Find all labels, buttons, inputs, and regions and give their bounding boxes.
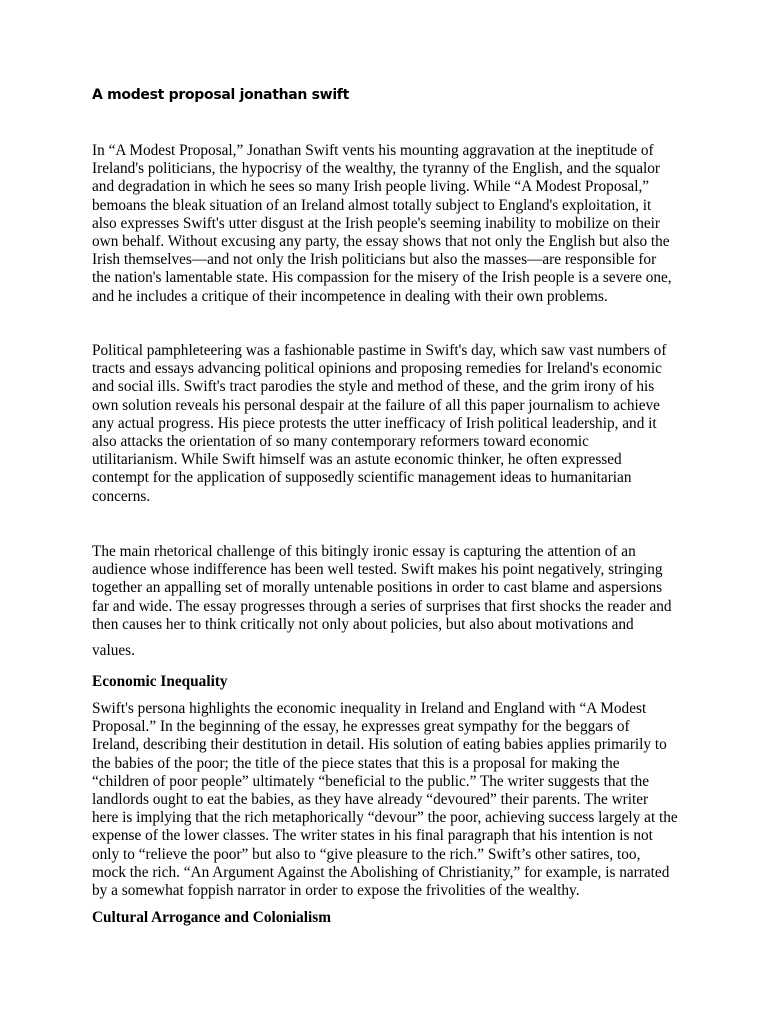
paragraph-intro: In “A Modest Proposal,” Jonathan Swift vents his mounting aggravation at the ineptitude of Ireland's politicians, the hypocrisy of the wealthy, the tyranny of the English, and the squalor and degradation in which he sees so many Irish people living. While “A Modest Proposal,” bemoans the bleak situation of an Ireland almost totally subject to England's exploitation, it also expresses Swift's utter disgust at the Irish people's seeming inability to mobilize on their own behalf. Without excusing any party, the essay shows that not only the English but also the Irish themselves—and not only the Irish politicians but also the masses—are responsible for the nation's lamentable state. His compassion for the misery of the Irish people is a severe one, and he includes a critique of their incompetence in dealing with their own problems.	[92, 142, 672, 305]
paragraph-pamphleteering: Political pamphleteering was a fashionable pastime in Swift's day, which saw vast numbers of tracts and essays advancing political opinions and proposing remedies for Ireland's economic and social ills. Swift's tract parodies the style and method of these, and the grim irony of his own solution reveals his personal despair at the failure of all this paper journalism to achieve any actual progress. His piece protests the utter inefficacy of Irish political leadership, and it also attacks the orientation of so many contemporary reformers toward economic utilitarianism. While Swift himself was an astute economic thinker, he often expressed contempt for the application of supposedly scientific management ideas to humanitarian concerns.	[92, 342, 667, 505]
paragraph-economic-inequality: Swift's persona highlights the economic inequality in Ireland and England with “A Modest Proposal.” In the beginning of the essay, he expresses great sympathy for the beggars of Ireland, describing their destitution in detail. His solution of eating babies applies primarily to the babies of the poor; the title of the piece states that this is a proposal for making the “children of poor people” ultimately “beneficial to the public.” The writer suggests that the landlords ought to eat the babies, as they have already “devoured” their parents. The writer here is implying that the rich metaphorically “devour” the poor, achieving success largely at the expense of the lower classes. The writer states in his final paragraph that his intention is not only to “relieve the poor” but also to “give pleasure to the rich.” Swift’s other satires, too, mock the rich. “An Argument Against the Abolishing of Christianity,” for example, is narrated by a somewhat foppish narrator in order to expose the frivolities of the wealthy.	[92, 700, 678, 900]
section-heading-cultural-arrogance: Cultural Arrogance and Colonialism	[92, 909, 331, 926]
paragraph-rhetorical-challenge: The main rhetorical challenge of this bitingly ironic essay is capturing the attention of an audience whose indifference has been well tested. Swift makes his point negatively, stringing together an appalling set of morally untenable positions in order to cast blame and aspersions far and wide. The essay progresses through a series of surprises that first shocks the reader and then causes her to think critically not only about policies, but also about motivations and	[92, 543, 672, 633]
document-title: A modest proposal jonathan swift	[92, 87, 349, 103]
paragraph-rhetorical-challenge-end: values.	[92, 642, 135, 659]
section-heading-economic-inequality: Economic Inequality	[92, 673, 228, 690]
